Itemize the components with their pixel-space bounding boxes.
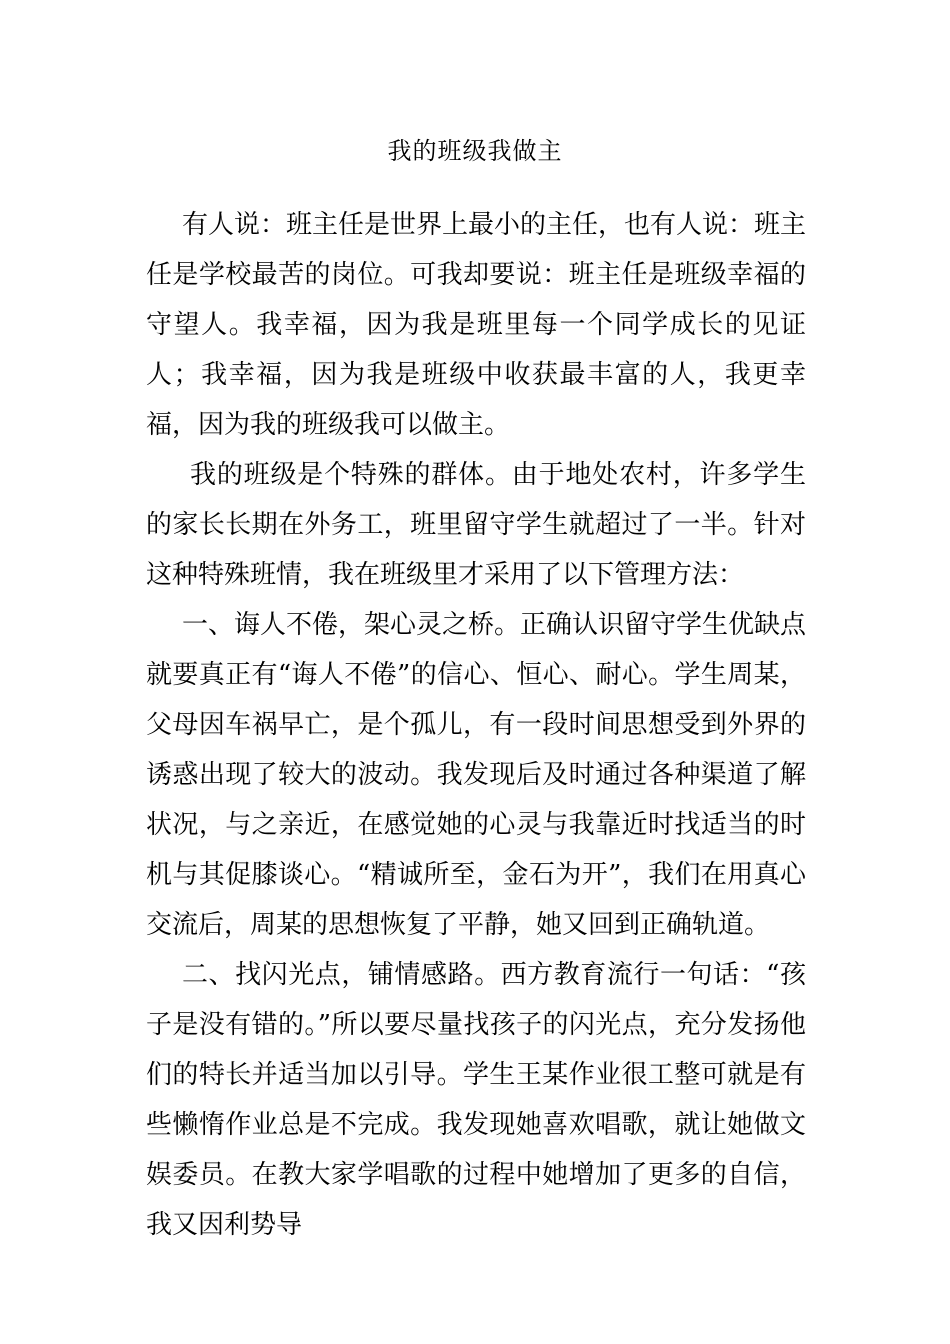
paragraph-method-two: 二、找闪光点，铺情感路。西方教育流行一句话：“孩子是没有错的。”所以要尽量找孩子的闪光点，充分发扬他们的特长并适当加以引导。学生王某作业很工整可就是有些懒惰作业总是不完成。我发现她喜欢唱歌，就让她做文娱委员。在教大家学唱歌的过程中她增加了更多的自信，我又因利势导 xyxy=(146,960,806,1240)
paragraph-method-one: 一、诲人不倦，架心灵之桥。正确认识留守学生优缺点就要真正有“诲人不倦”的信心、恒心、耐心。学生周某，父母因车祸早亡，是个孤儿，有一段时间思想受到外界的诱惑出现了较大的波动。我发现后及时通过各种渠道了解状况，与之亲近，在感觉她的心灵与我靠近时找适当的时机与其促膝谈心。“精诚所至，金石为开”，我们在用真心交流后，周某的思想恢复了平静，她又回到正确轨道。 xyxy=(146,610,807,940)
document-body xyxy=(146,200,806,1250)
paragraph-class-situation: 我的班级是个特殊的群体。由于地处农村，许多学生的家长长期在外务工，班里留守学生就超过了一半。针对这种特殊班情，我在班级里才采用了以下管理方法： xyxy=(146,460,806,590)
paragraph-intro: 有人说：班主任是世界上最小的主任，也有人说：班主任是学校最苦的岗位。可我却要说：班主任是班级幸福的守望人。我幸福，因为我是班里每一个同学成长的见证人；我幸福，因为我是班级中收获最丰富的人，我更幸福，因为我的班级我可以做主。 xyxy=(146,210,807,440)
document-title: 我的班级我做主 xyxy=(387,137,563,165)
